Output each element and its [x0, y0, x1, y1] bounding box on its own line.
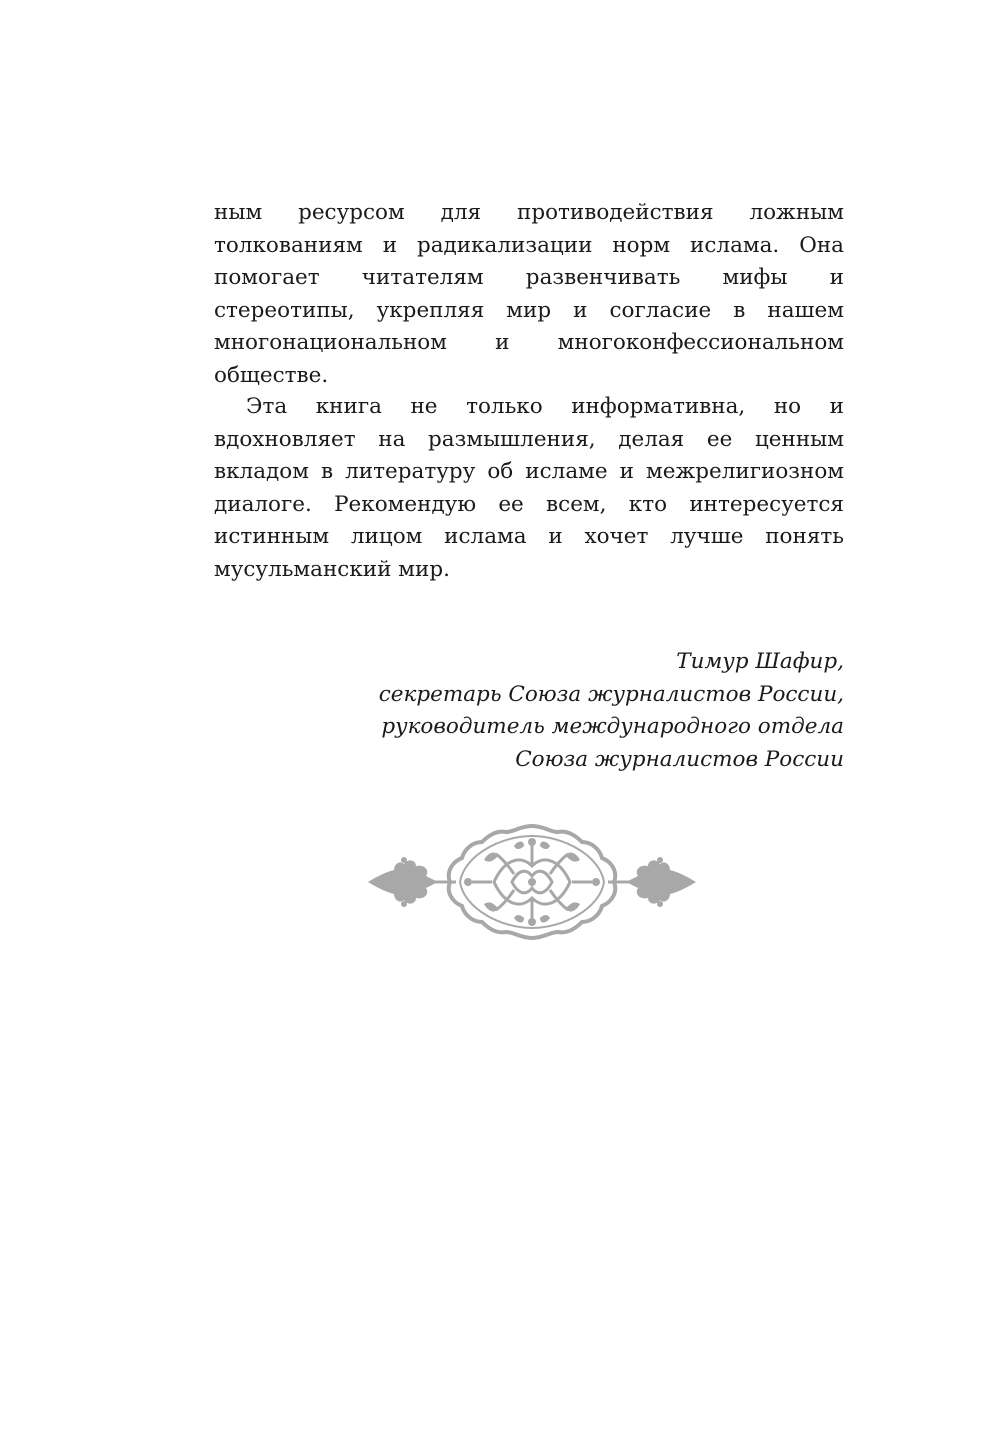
signature-block: [379, 646, 844, 776]
signature-name: Тимур Шафир,: [676, 649, 844, 674]
arabesque-ornament-icon: [364, 820, 700, 944]
body-paragraph-1: ным ресурсом для противодействия ложным толкованиям и радикализации норм ислама. Она помогает читателям развенчивать мифы и стереотипы, укрепляя мир и согласие в нашем многонациональном и многоконфессиональном обществе.: [214, 200, 844, 388]
signature-title-line-2: руководитель международного отдела: [381, 714, 844, 739]
body-paragraph-2: Эта книга не только информативна, но и вдохновляет на размышления, делая ее ценным вкладом в литературу об исламе и межрелигиозном диалоге. Рекомендую ее всем, кто интересуется истинным лицом ислама и хочет лучше понять мусульманский мир.: [214, 394, 844, 582]
signature-title-line-3: Союза журналистов России: [515, 746, 844, 772]
signature-title-line-1: секретарь Союза журналистов России,: [378, 681, 844, 707]
